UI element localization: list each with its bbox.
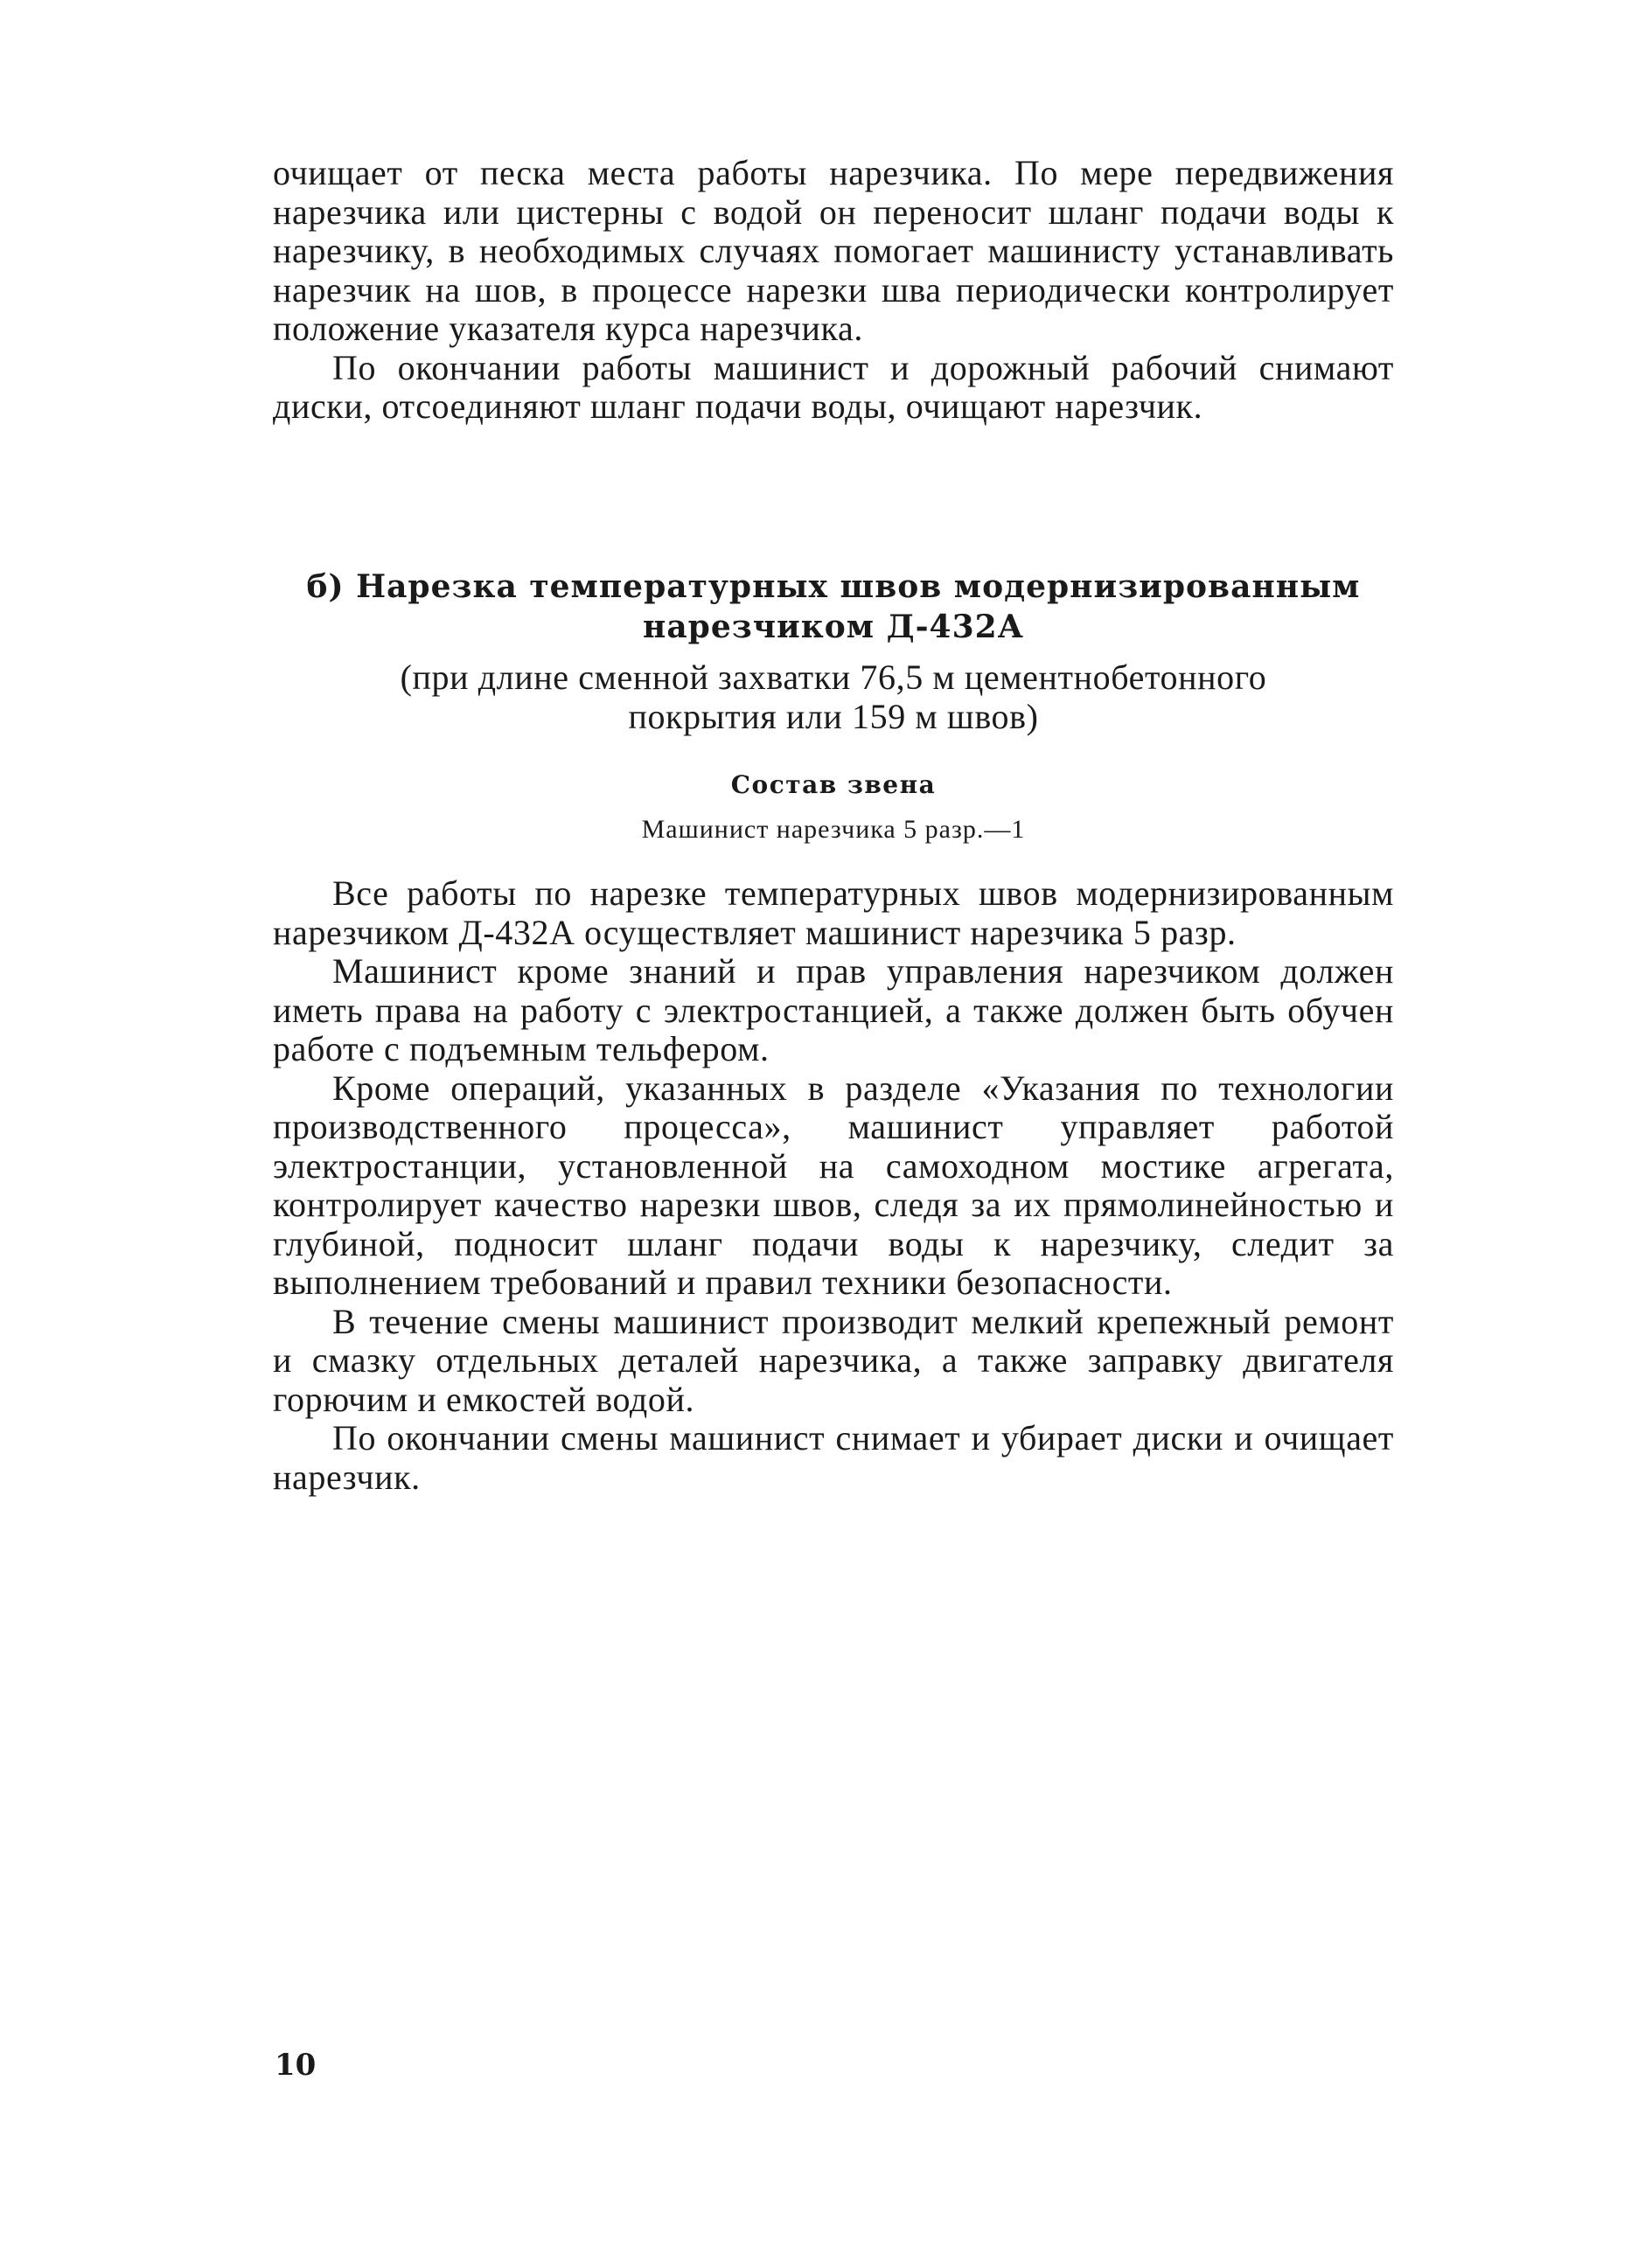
section-heading-line-2: нарезчиком Д-432А	[642, 609, 1024, 645]
intro-text	[273, 154, 1394, 427]
main-paragraph-1: Все работы по нарезке температурных швов модернизированным нарезчиком Д-432А осуществляет машинист нарезчика 5 разр.	[273, 873, 1394, 952]
intro-paragraph-2: По окончании работы машинист и дорожный рабочий снимают диски, отсоединяют шланг подачи воды, очищают нарезчик.	[273, 347, 1394, 426]
main-paragraph-2: Машинист кроме знаний и прав управления нарезчиком должен иметь права на работу с электростанцией, а также должен быть обучен работе с подъемным тельфером.	[273, 951, 1394, 1068]
main-paragraph-5: По окончании смены машинист снимает и убирает диски и очищает нарезчик.	[273, 1418, 1394, 1497]
main-paragraph-3: Кроме операций, указанных в разделе «Указания по технологии производственного процесса», машинист управляет работой электростанции, установленной на самоходном мостике агрегата, контролирует качество нарезки швов, следя за их прямолинейностью и глубиной, подносит шланг подачи воды к нарезчику, следит за выполнением требований и правил техники безопасности.	[273, 1068, 1394, 1302]
crew-title: Состав звена	[730, 770, 937, 799]
main-text	[273, 874, 1394, 1497]
section-subheading-line-2: покрытия или 159 м швов)	[628, 697, 1039, 736]
section-heading	[273, 567, 1394, 647]
section-heading-line-1: б) Нарезка температурных швов модернизированным	[306, 568, 1361, 605]
main-paragraph-4: В течение смены машинист производит мелкий крепежный ремонт и смазку отдельных деталей нарезчика, а также заправку двигателя горючим и емкостей водой.	[273, 1301, 1394, 1419]
intro-paragraph-1: очищает от песка места работы нарезчика. По мере передвижения нарезчика или цистерны с водой он переносит шланг подачи воды к нарезчику, в необходимых случаях помогает машинисту устанавливать нарезчик на шов, в процессе нарезки шва периодически контролирует положение указателя курса нарезчика.	[273, 153, 1394, 348]
section-subheading-line-1: (при длине сменной захватки 76,5 м цементнобетонного	[400, 657, 1267, 697]
page-number: 10	[275, 2048, 317, 2083]
crew-member: Машинист нарезчика 5 разр.—1	[641, 815, 1026, 844]
section-subheading	[273, 657, 1394, 736]
